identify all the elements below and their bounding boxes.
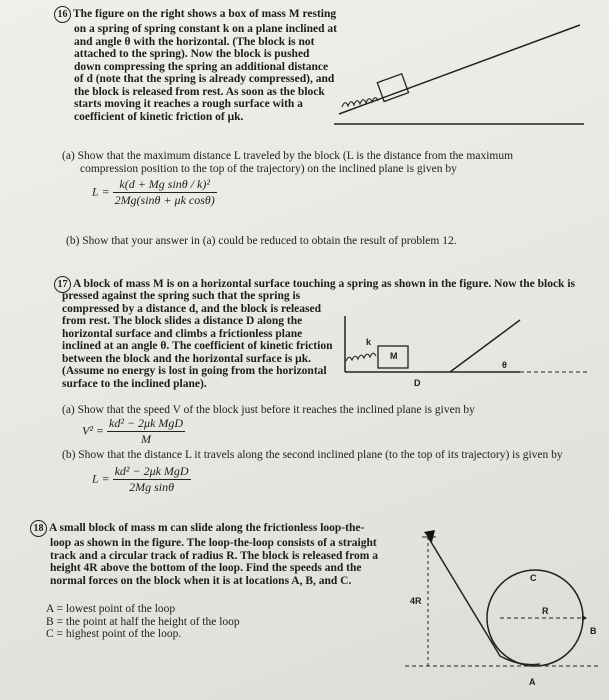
p18-line-0: A small block of mass m can slide along the frictionless loop-the-	[49, 522, 365, 534]
p18-label-R: R	[542, 606, 549, 616]
p18-line-2: track and a circular track of radius R. The block is released from a	[50, 549, 378, 562]
p17-line-6: between the block and the horizontal surface is μk.	[62, 352, 311, 365]
p16-line-1: on a spring of spring constant k on a plane inclined at	[74, 23, 337, 35]
p18-label-C: C	[530, 573, 537, 583]
p17-line-4: horizontal surface and climbs a frictionless plane	[62, 327, 303, 340]
p16-eq-numerator: k(d + Mg sinθ / k)²	[113, 177, 217, 193]
p17-eqa-numerator: kd² − 2μk MgD	[109, 416, 184, 430]
p18-label-A: A	[529, 677, 536, 687]
p18-label-4R: 4R	[410, 596, 422, 606]
p16-eq-denominator: 2Mg(sinθ + μk cosθ)	[114, 193, 215, 207]
p17-line-5: inclined at an angle θ. The coefficient of kinetic friction	[62, 340, 333, 352]
p17-eqb-lhs: L =	[92, 471, 110, 486]
p16-line-7: starts moving it reaches a rough surface with a	[74, 98, 303, 110]
p16-part-a-line2: compression position to the top of the trajectory) on the inclined plane is given by	[80, 162, 457, 175]
problem-18-number: 18	[30, 520, 47, 537]
p16-line-3: attached to the spring). Now the block is pushed	[74, 48, 310, 60]
p18-label-B: B	[590, 626, 597, 636]
p17-eqa-lhs: V² =	[82, 423, 105, 438]
problem-17-number: 17	[54, 276, 71, 293]
p17-eqb-denominator: 2Mg sinθ	[129, 480, 175, 494]
p16-line-8: coefficient of kinetic friction of μk.	[74, 110, 244, 123]
p17-line-7: (Assume no energy is lost in going from the horizontal	[62, 365, 327, 377]
p16-part-a-line1: (a) Show that the maximum distance L traveled by the block (L is the distance from the maximum	[62, 150, 514, 162]
p16-line-5: of d (note that the spring is already compressed), and	[74, 73, 335, 85]
p17-part-b: (b) Show that the distance L it travels along the second inclined plane (to the top of its trajectory) is given by	[62, 449, 563, 461]
p18-def-A: A = lowest point of the loop	[46, 603, 176, 615]
p16-line-2: and angle θ with the horizontal. (The block is not	[74, 35, 315, 48]
p17-label-k: k	[366, 337, 372, 347]
p16-part-b: (b) Show that your answer in (a) could be reduced to obtain the result of problem 12.	[66, 235, 457, 247]
p17-line-0: A block of mass M is on a horizontal surface touching a spring as shown in the figure. Now the block is	[73, 278, 575, 290]
p18-line-3: height 4R above the bottom of the loop. Find the speeds and the	[50, 562, 362, 574]
problem-16-number: 16	[54, 6, 71, 23]
p17-line-3: from rest. The block slides a distance D along the	[62, 315, 303, 327]
p16-line-0: The figure on the right shows a box of mass M resting	[73, 8, 337, 20]
p17-eqa-denominator: M	[141, 432, 152, 446]
p16-line-4: down compressing the spring an additional distance	[74, 60, 329, 73]
p16-eq-lhs: L =	[92, 184, 110, 199]
p16-line-6: the block is released from rest. As soon as the block	[74, 85, 325, 98]
p17-line-2: compressed by a distance d, and the block is released	[62, 302, 321, 315]
p17-line-1: pressed against the spring such that the spring is	[62, 290, 301, 302]
p18-line-4: normal forces on the block when it is at locations A, B, and C.	[50, 574, 352, 587]
p17-label-theta: θ	[502, 360, 507, 370]
p18-radius-arrow	[582, 615, 587, 621]
p17-eqb-numerator: kd² − 2μk MgD	[114, 464, 189, 478]
p18-line-1: loop as shown in the figure. The loop-the-loop consists of a straight	[50, 537, 377, 549]
p18-ramp	[428, 537, 540, 665]
p18-def-B: B = the point at half the height of the loop	[46, 615, 240, 628]
p18-def-C: C = highest point of the loop.	[46, 628, 182, 640]
p17-line-8: surface to the inclined plane).	[62, 377, 207, 390]
p17-label-D: D	[414, 378, 421, 388]
p17-label-M: M	[390, 351, 398, 361]
p17-part-a: (a) Show that the speed V of the block just before it reaches the inclined plane is given by	[62, 404, 475, 416]
